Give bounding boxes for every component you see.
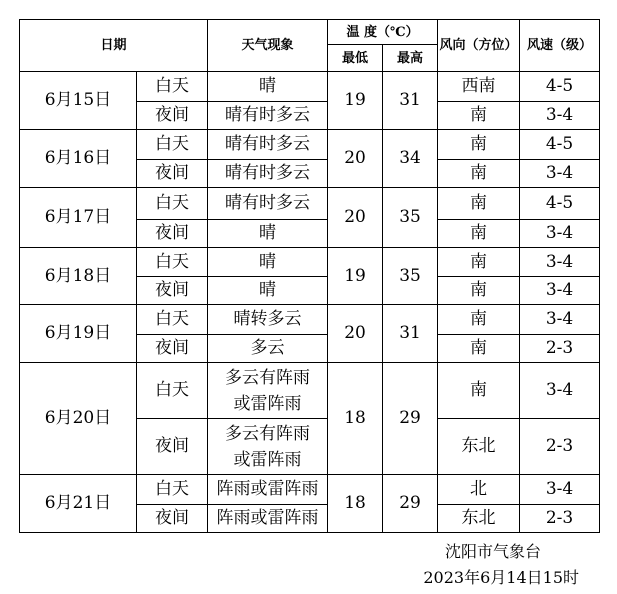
wind-speed-cell: 2-3: [520, 419, 600, 475]
forecast-table: [19, 19, 600, 533]
wind-speed-cell: 3-4: [520, 475, 600, 505]
temp-min-cell: 18: [328, 475, 383, 533]
table-row: [20, 305, 600, 335]
weather-cell: 多云有阵雨或雷阵雨: [208, 363, 328, 419]
temp-min-cell: 20: [328, 130, 383, 188]
wind-speed-cell: 4-5: [520, 72, 600, 102]
wind-speed-cell: 3-4: [520, 102, 600, 130]
period-cell: 夜间: [137, 335, 208, 363]
temp-max-cell: 29: [383, 475, 438, 533]
period-cell: 夜间: [137, 419, 208, 475]
period-cell: 夜间: [137, 505, 208, 533]
header-wind-speed: 风速（级）: [520, 20, 600, 72]
header-date: 日期: [20, 20, 208, 72]
wind-direction-cell: 南: [438, 335, 520, 363]
wind-speed-cell: 4-5: [520, 188, 600, 220]
weather-cell: 晴: [208, 277, 328, 305]
weather-cell: 多云: [208, 335, 328, 363]
forecast-body: [20, 72, 600, 533]
period-cell: 夜间: [137, 220, 208, 248]
period-cell: 夜间: [137, 102, 208, 130]
wind-speed-cell: 3-4: [520, 160, 600, 188]
temp-min-cell: 19: [328, 72, 383, 130]
wind-direction-cell: 南: [438, 305, 520, 335]
period-cell: 白天: [137, 130, 208, 160]
temp-max-cell: 35: [383, 188, 438, 248]
wind-direction-cell: 西南: [438, 72, 520, 102]
temp-max-cell: 34: [383, 130, 438, 188]
table-row: [20, 188, 600, 220]
date-cell: 6月20日: [20, 363, 137, 475]
temp-max-cell: 31: [383, 72, 438, 130]
wind-direction-cell: 南: [438, 277, 520, 305]
wind-speed-cell: 3-4: [520, 363, 600, 419]
wind-speed-cell: 3-4: [520, 305, 600, 335]
date-cell: 6月21日: [20, 475, 137, 533]
wind-direction-cell: 南: [438, 248, 520, 277]
weather-cell: 晴: [208, 72, 328, 102]
temp-max-cell: 29: [383, 363, 438, 475]
issuer: 沈阳市气象台: [444, 542, 541, 561]
temp-max-cell: 35: [383, 248, 438, 305]
date-cell: 6月15日: [20, 72, 137, 130]
weather-cell: 晴有时多云: [208, 130, 328, 160]
weather-cell: 晴: [208, 220, 328, 248]
table-row: [20, 475, 600, 505]
period-cell: 白天: [137, 248, 208, 277]
period-cell: 白天: [137, 72, 208, 102]
table-row: [20, 130, 600, 160]
period-cell: 夜间: [137, 160, 208, 188]
temp-max-cell: 31: [383, 305, 438, 363]
header-temp-min: 最低: [328, 45, 383, 72]
table-row: [20, 72, 600, 102]
period-cell: 白天: [137, 363, 208, 419]
weather-cell: 晴有时多云: [208, 188, 328, 220]
date-cell: 6月19日: [20, 305, 137, 363]
wind-speed-cell: 4-5: [520, 130, 600, 160]
wind-direction-cell: 北: [438, 475, 520, 505]
date-cell: 6月18日: [20, 248, 137, 305]
table-row: [20, 248, 600, 277]
period-cell: 白天: [137, 475, 208, 505]
weather-cell: 晴转多云: [208, 305, 328, 335]
period-cell: 白天: [137, 188, 208, 220]
table-row: [20, 363, 600, 419]
wind-direction-cell: 南: [438, 188, 520, 220]
wind-direction-cell: 东北: [438, 419, 520, 475]
wind-speed-cell: 3-4: [520, 277, 600, 305]
wind-direction-cell: 南: [438, 160, 520, 188]
header-weather: 天气现象: [208, 20, 328, 72]
weather-cell: 晴有时多云: [208, 160, 328, 188]
period-cell: 夜间: [137, 277, 208, 305]
header-wind-direction: 风向（方位）: [438, 20, 520, 72]
wind-speed-cell: 2-3: [520, 505, 600, 533]
wind-direction-cell: 南: [438, 102, 520, 130]
temp-min-cell: 20: [328, 188, 383, 248]
date-cell: 6月16日: [20, 130, 137, 188]
issue-time: 2023年6月14日15时: [423, 568, 579, 587]
weather-cell: 阵雨或雷阵雨: [208, 475, 328, 505]
wind-speed-cell: 2-3: [520, 335, 600, 363]
wind-direction-cell: 南: [438, 363, 520, 419]
period-cell: 白天: [137, 305, 208, 335]
weather-cell: 多云有阵雨或雷阵雨: [208, 419, 328, 475]
wind-direction-cell: 南: [438, 130, 520, 160]
weather-cell: 晴有时多云: [208, 102, 328, 130]
temp-min-cell: 20: [328, 305, 383, 363]
wind-speed-cell: 3-4: [520, 248, 600, 277]
weather-cell: 阵雨或雷阵雨: [208, 505, 328, 533]
header-temperature: 温 度（℃）: [328, 20, 438, 45]
header-temp-max: 最高: [383, 45, 438, 72]
temp-min-cell: 19: [328, 248, 383, 305]
wind-direction-cell: 南: [438, 220, 520, 248]
date-cell: 6月17日: [20, 188, 137, 248]
wind-speed-cell: 3-4: [520, 220, 600, 248]
temp-min-cell: 18: [328, 363, 383, 475]
wind-direction-cell: 东北: [438, 505, 520, 533]
weather-cell: 晴: [208, 248, 328, 277]
